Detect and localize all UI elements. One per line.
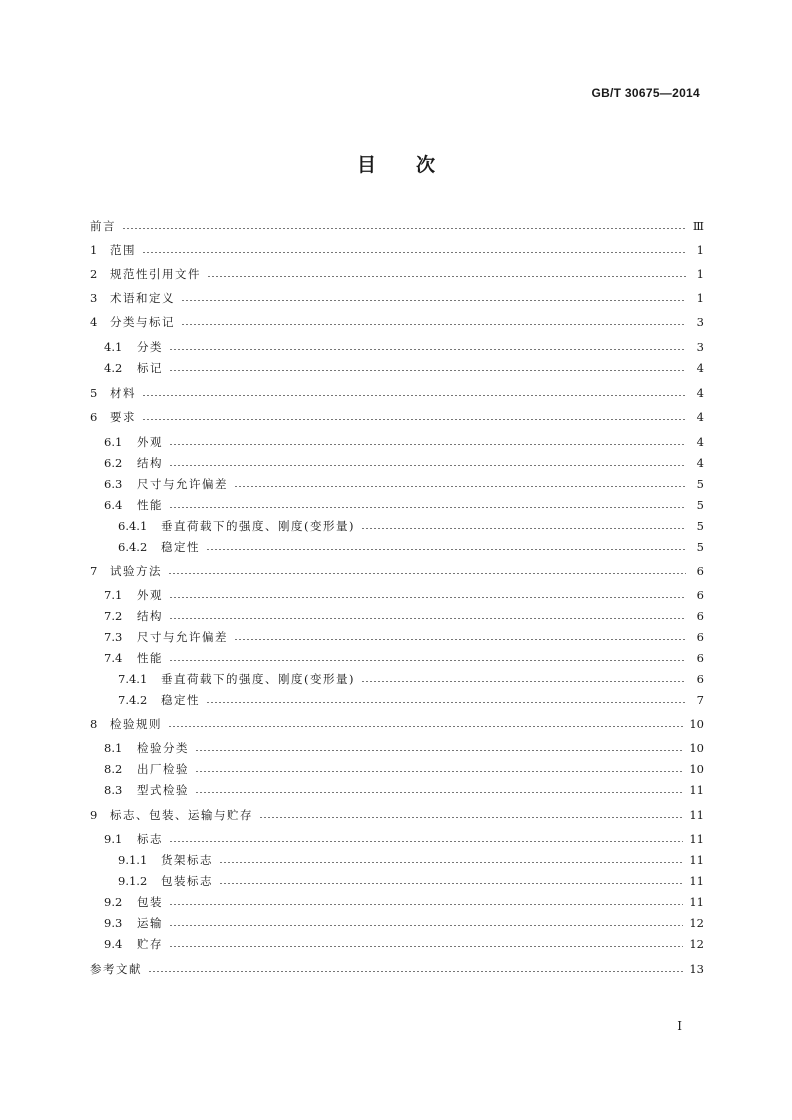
- toc-entry-number: 7.4.1: [118, 672, 148, 686]
- toc-entry[interactable]: [90, 264, 704, 284]
- toc-entry-page: 5: [696, 519, 704, 533]
- toc-entry-number: 6.4.2: [118, 540, 148, 554]
- toc-entry-page: 5: [696, 477, 704, 491]
- toc-entry-page: 1: [696, 267, 704, 281]
- toc-entry-label: 贮存: [137, 937, 163, 951]
- toc-entry[interactable]: [90, 627, 704, 647]
- toc-entry[interactable]: [90, 537, 704, 557]
- toc-entry-number: 6.4.1: [118, 519, 148, 533]
- toc-entry-page: 3: [696, 315, 704, 329]
- dot-leader: [195, 771, 683, 772]
- toc-entry-page: 11: [689, 853, 704, 867]
- toc-entry-label: 性能: [137, 498, 163, 512]
- dot-leader: [206, 702, 686, 703]
- toc-entry-label: 型式检验: [137, 783, 189, 797]
- toc-entry-label: 参考文献: [90, 962, 142, 976]
- toc-entry[interactable]: [90, 738, 704, 758]
- toc-entry-page: Ⅲ: [692, 219, 704, 233]
- dot-leader: [169, 904, 683, 905]
- toc-entry-page: 11: [689, 808, 704, 822]
- dot-leader: [142, 252, 686, 253]
- toc-entry[interactable]: [90, 690, 704, 710]
- toc-entry[interactable]: [90, 606, 704, 626]
- toc-entry-label: 性能: [137, 651, 163, 665]
- dot-leader: [181, 300, 686, 301]
- toc-entry-page: 4: [696, 361, 704, 375]
- toc-entry-number: 9: [90, 808, 98, 822]
- toc-entry-number: 4.2: [104, 361, 123, 375]
- toc-entry[interactable]: [90, 850, 704, 870]
- toc-entry-label: 要求: [110, 410, 136, 424]
- toc-entry[interactable]: [90, 407, 704, 427]
- dot-leader: [169, 660, 686, 661]
- dot-leader: [207, 276, 686, 277]
- dot-leader: [168, 726, 683, 727]
- toc-entry-number: 7.3: [104, 630, 123, 644]
- dot-leader: [181, 324, 686, 325]
- toc-entry[interactable]: [90, 714, 704, 734]
- toc-entry-label: 标志、包装、运输与贮存: [110, 808, 253, 822]
- toc-entry[interactable]: [90, 358, 704, 378]
- toc-entry-number: 9.4: [104, 937, 123, 951]
- toc-entry-number: 7.4: [104, 651, 123, 665]
- toc-entry[interactable]: [90, 892, 704, 912]
- toc-entry-label: 包装: [137, 895, 163, 909]
- toc-entry-label: 标记: [137, 361, 163, 375]
- dot-leader: [142, 395, 686, 396]
- toc-entry-label: 尺寸与允许偏差: [137, 477, 228, 491]
- toc-entry[interactable]: [90, 495, 704, 515]
- dot-leader: [169, 465, 686, 466]
- dot-leader: [219, 862, 683, 863]
- toc-entry-label: 规范性引用文件: [110, 267, 201, 281]
- toc-entry-page: 6: [696, 609, 704, 623]
- toc-entry-number: 8.1: [104, 741, 123, 755]
- toc-entry[interactable]: [90, 383, 704, 403]
- toc-entry-page: 6: [696, 672, 704, 686]
- toc-entry-page: 5: [696, 498, 704, 512]
- toc-entry-number: 7.2: [104, 609, 123, 623]
- toc-entry-page: 11: [689, 895, 704, 909]
- toc-entry[interactable]: [90, 829, 704, 849]
- toc-entry-number: 6.3: [104, 477, 123, 491]
- toc-entry[interactable]: [90, 585, 704, 605]
- dot-leader: [169, 946, 683, 947]
- toc-entry-number: 9.1.2: [118, 874, 148, 888]
- toc-entry-page: 11: [689, 874, 704, 888]
- dot-leader: [234, 639, 686, 640]
- dot-leader: [169, 597, 686, 598]
- toc-entry-label: 尺寸与允许偏差: [137, 630, 228, 644]
- toc-entry-number: 1: [90, 243, 98, 257]
- toc-entry[interactable]: [90, 432, 704, 452]
- toc-entry-number: 4: [90, 315, 98, 329]
- dot-leader: [234, 486, 686, 487]
- dot-leader: [122, 228, 686, 229]
- toc-entry-number: 7: [90, 564, 98, 578]
- dot-leader: [259, 817, 683, 818]
- standard-code: GB/T 30675—2014: [591, 86, 700, 100]
- dot-leader: [142, 419, 686, 420]
- dot-leader: [148, 971, 683, 972]
- toc-entry-label: 范围: [110, 243, 136, 257]
- toc-entry-label: 检验分类: [137, 741, 189, 755]
- toc-entry-label: 包装标志: [161, 874, 213, 888]
- toc-entry-number: 6.1: [104, 435, 123, 449]
- toc-entry-label: 分类与标记: [110, 315, 175, 329]
- toc-entry-page: 4: [696, 386, 704, 400]
- toc-entry-label: 稳定性: [161, 693, 200, 707]
- toc-entry[interactable]: [90, 516, 704, 536]
- toc-entry-label: 结构: [137, 609, 163, 623]
- toc-entry-page: 6: [696, 588, 704, 602]
- toc-entry-page: 6: [696, 564, 704, 578]
- toc-entry-label: 前言: [90, 219, 116, 233]
- toc-entry[interactable]: [90, 216, 704, 236]
- toc-entry[interactable]: [90, 913, 704, 933]
- toc-entry-number: 8: [90, 717, 98, 731]
- dot-leader: [206, 549, 686, 550]
- toc-entry-page: 3: [696, 340, 704, 354]
- toc-entry-number: 7.1: [104, 588, 123, 602]
- toc-entry-label: 出厂检验: [137, 762, 189, 776]
- toc-entry-label: 垂直荷载下的强度、刚度(变形量): [161, 519, 355, 533]
- toc-entry-page: 12: [689, 937, 704, 951]
- toc-entry-number: 9.3: [104, 916, 123, 930]
- toc-entry-label: 材料: [110, 386, 136, 400]
- dot-leader: [169, 507, 686, 508]
- toc-entry[interactable]: [90, 312, 704, 332]
- dot-leader: [168, 573, 686, 574]
- dot-leader: [219, 883, 683, 884]
- dot-leader: [195, 750, 683, 751]
- toc-entry-page: 1: [696, 291, 704, 305]
- toc-entry[interactable]: [90, 288, 704, 308]
- toc-entry-page: 4: [696, 410, 704, 424]
- toc-entry[interactable]: [90, 780, 704, 800]
- toc-entry[interactable]: [90, 337, 704, 357]
- toc-entry[interactable]: [90, 561, 704, 581]
- toc-entry-number: 9.1.1: [118, 853, 148, 867]
- toc-entry[interactable]: [90, 669, 704, 689]
- toc-entry-label: 货架标志: [161, 853, 213, 867]
- toc-entry[interactable]: [90, 805, 704, 825]
- toc-entry-page: 4: [696, 456, 704, 470]
- dot-leader: [361, 528, 686, 529]
- toc-entry[interactable]: [90, 759, 704, 779]
- toc-entry-page: 7: [696, 693, 704, 707]
- toc-entry-number: 8.3: [104, 783, 123, 797]
- dot-leader: [195, 792, 683, 793]
- toc-entry-number: 9.2: [104, 895, 123, 909]
- page-title: 目次: [356, 154, 475, 176]
- toc-entry-page: 5: [696, 540, 704, 554]
- toc-entry-label: 试验方法: [110, 564, 162, 578]
- dot-leader: [169, 841, 683, 842]
- toc-entry-page: 12: [689, 916, 704, 930]
- toc-entry-page: 1: [696, 243, 704, 257]
- toc-entry[interactable]: [90, 871, 704, 891]
- toc-entry-number: 8.2: [104, 762, 123, 776]
- toc-entry-page: 6: [696, 630, 704, 644]
- toc-entry-number: 2: [90, 267, 98, 281]
- toc-entry-page: 11: [689, 832, 704, 846]
- dot-leader: [361, 681, 686, 682]
- toc-entry-label: 运输: [137, 916, 163, 930]
- toc-entry-label: 外观: [137, 435, 163, 449]
- toc-entry-label: 标志: [137, 832, 163, 846]
- toc-entry[interactable]: [90, 648, 704, 668]
- toc-entry[interactable]: [90, 934, 704, 954]
- toc-entry-number: 9.1: [104, 832, 123, 846]
- toc-entry-number: 7.4.2: [118, 693, 148, 707]
- toc-entry-label: 分类: [137, 340, 163, 354]
- toc-entry-page: 10: [689, 717, 704, 731]
- toc-entry-label: 结构: [137, 456, 163, 470]
- toc-entry-page: 10: [689, 741, 704, 755]
- toc-entry-page: 13: [689, 962, 704, 976]
- toc-entry-label: 稳定性: [161, 540, 200, 554]
- dot-leader: [169, 444, 686, 445]
- dot-leader: [169, 370, 686, 371]
- toc-entry[interactable]: [90, 474, 704, 494]
- toc-entry-number: 5: [90, 386, 98, 400]
- toc-entry-number: 6.2: [104, 456, 123, 470]
- toc-entry-number: 6: [90, 410, 98, 424]
- toc-entry-number: 4.1: [104, 340, 123, 354]
- toc-entry[interactable]: [90, 240, 704, 260]
- page-number: I: [677, 1019, 682, 1033]
- toc-entry[interactable]: [90, 959, 704, 979]
- toc-entry-page: 4: [696, 435, 704, 449]
- toc-entry-label: 术语和定义: [110, 291, 175, 305]
- toc-entry[interactable]: [90, 453, 704, 473]
- dot-leader: [169, 925, 683, 926]
- toc-entry-page: 6: [696, 651, 704, 665]
- toc-entry-number: 3: [90, 291, 98, 305]
- toc-entry-label: 检验规则: [110, 717, 162, 731]
- toc-entry-page: 10: [689, 762, 704, 776]
- dot-leader: [169, 618, 686, 619]
- dot-leader: [169, 349, 686, 350]
- toc-entry-label: 垂直荷载下的强度、刚度(变形量): [161, 672, 355, 686]
- toc-entry-page: 11: [689, 783, 704, 797]
- toc-entry-number: 6.4: [104, 498, 123, 512]
- toc-entry-label: 外观: [137, 588, 163, 602]
